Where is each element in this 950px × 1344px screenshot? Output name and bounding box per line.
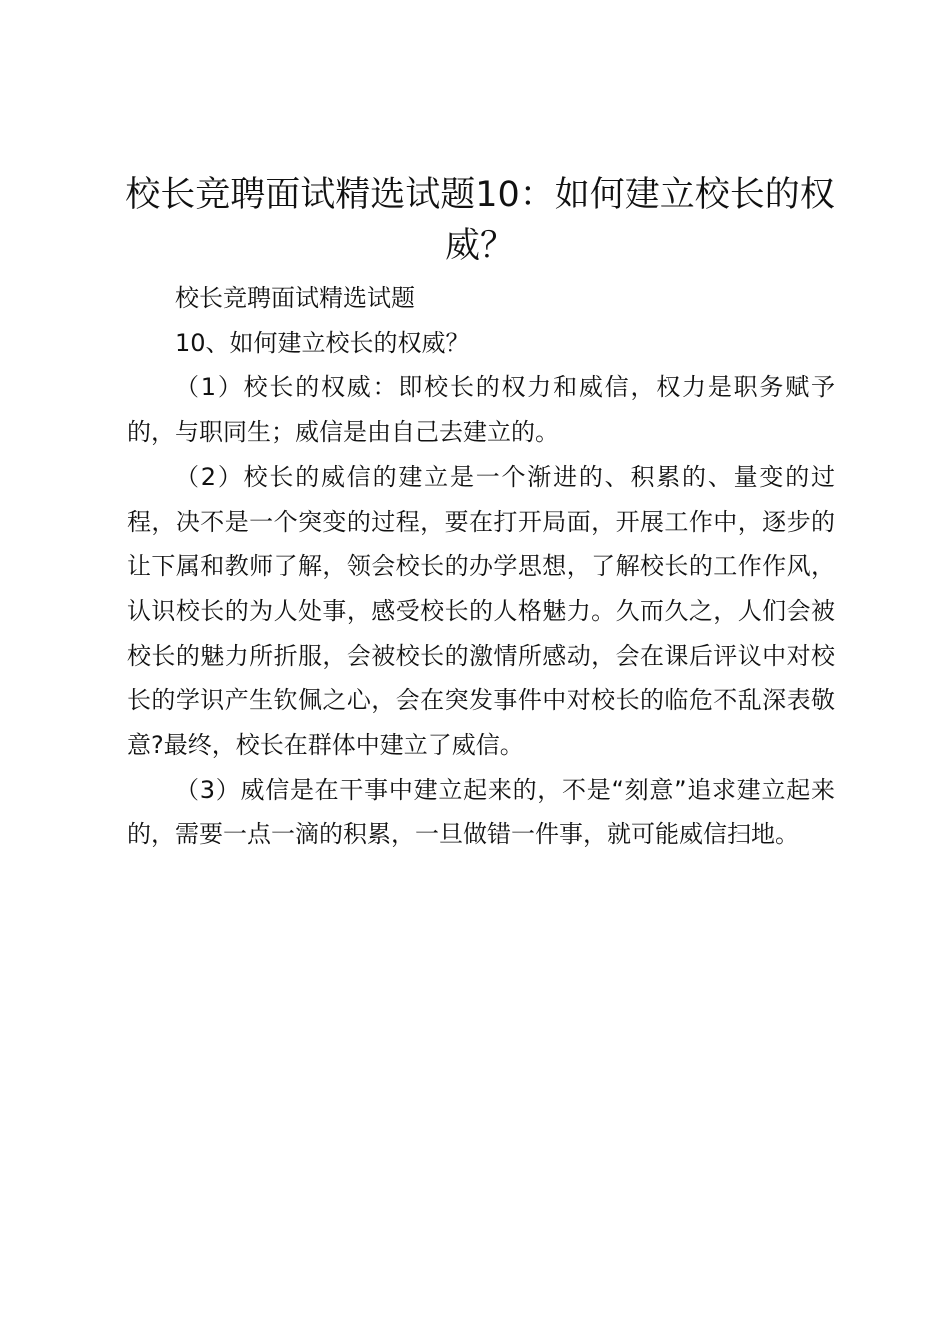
document-title: 校长竞聘面试精选试题10：如何建立校长的权威？	[125, 175, 835, 266]
paragraph-point-2: （2）校长的威信的建立是一个渐进的、积累的、量变的过程，决不是一个突变的过程，要在打开局面，开展工作中，逐步的让下属和教师了解，领会校长的办学思想，了解校长的工作作风，认识校长的为人处事，感受校长的人格魅力。久而久之，人们会被校长的魅力所折服，会被校长的激情所感动，会在课后评议中对校长的学识产生钦佩之心，会在突发事件中对校长的临危不乱深表敬意?最终，校长在群体中建立了威信。	[127, 462, 835, 760]
paragraph-series-title: 校长竞聘面试精选试题	[175, 284, 415, 312]
document-body	[127, 276, 835, 857]
paragraph-point-3: （3）威信是在干事中建立起来的，不是“刻意”追求建立起来的，需要一点一滴的积累，一旦做错一件事，就可能威信扫地。	[127, 775, 835, 849]
paragraph-question: 10、如何建立校长的权威？	[175, 328, 470, 357]
paragraph-point-1: （1）校长的权威：即校长的权力和威信，权力是职务赋予的，与职同生；威信是由自己去建立的。	[127, 373, 835, 447]
